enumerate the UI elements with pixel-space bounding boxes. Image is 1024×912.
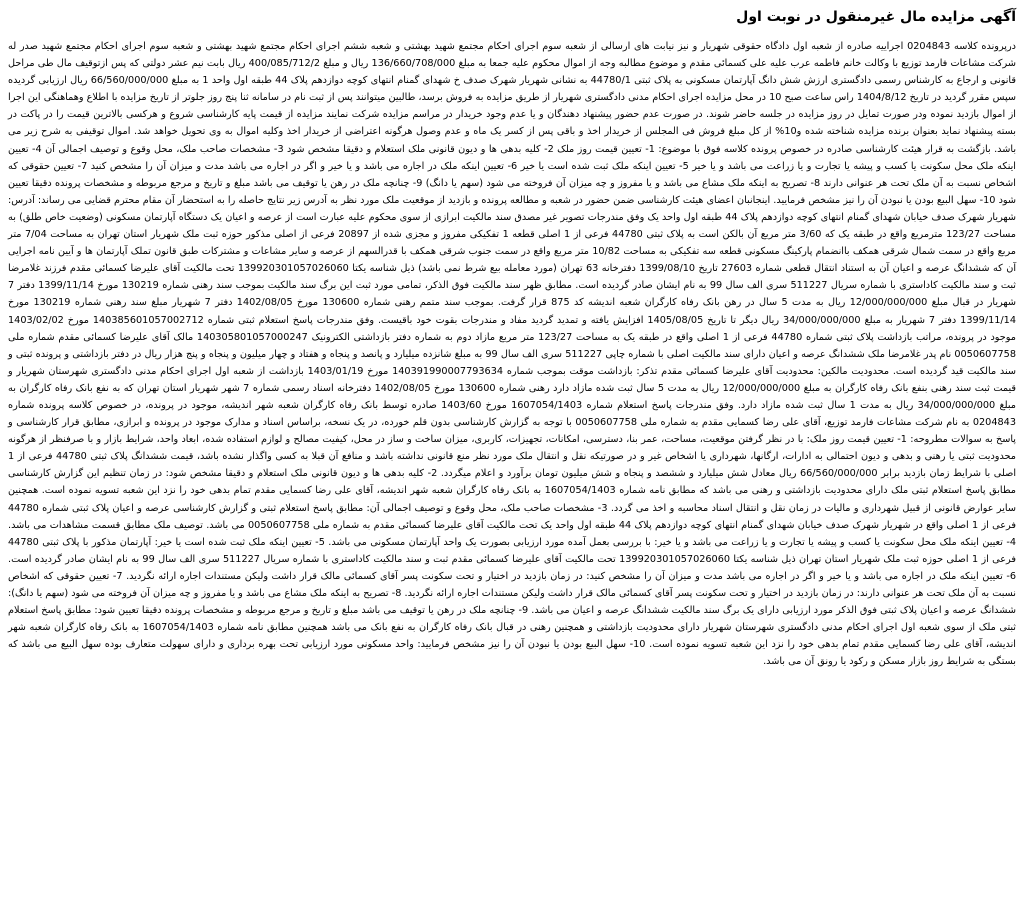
notice-body: درپرونده کلاسه 0204843 اجراییه صادره از شعبه اول دادگاه حقوقی شهریار و نیز نیابت های ارسالی از شعبه سوم اجرای احکام مجتمع شهید بهشتی و شعبه ششم اجرای احکام مجتمع شهید بهشتی و شعبه سوم اجرای احکام مجتمع شهید صدر له شرکت مشاعات فارمد توزیع با وکالت خانم فاطمه عرب علیه علی کسمائی مقدم و موضوع مطالبه وجه از اموال محکوم علیه جمعا به مبلغ 136/660/708/000 ریال و مبلغ 400/085/712/2 ریال بابت نیم عشر دولتی که پس ازتوقیف مال طی مراحل قانونی و ارجاع به کارشناس رسمی دادگستری ارزش شش دانگ آپارتمان مسکونی به پلاک ثبتی 44780/1 به نشانی شهریار شهرک صدف خ شهدای گمنام انتهای کوچه دوازدهم پلاک 44 طبقه اول واحد 1 به مبلغ 66/560/000/000 ریال ارزیابی گردیده سپس مقرر گردید در تاریخ 1404/8/12 راس ساعت صبح 10 در محل مزایده اجرای احکام مدنی دادگستری شهریار از طریق مزایده به فروش برسد، طالبین میتوانند پس از ثبت نام در سامانه ثنا پنج روز جلوتر از تاریخ مزایده با اطلاع وهماهنگی این اجرا از اموال بازدید نموده ودر صورت تمایل در روز مزایده در جلسه حاضر شوند. در صورت عدم حضور پیشنهاد دهندگان و یا عدم وجود خریدار در مراسم مزایده شرکت نمایند مزایده از قیمت پایه کارشناسی شروع و هرکسی بالاترین قیمت را در پاکت در بسته پیشنهاد نماید بعنوان برنده مزایده شناخته شده و10% از کل مبلغ فروش فی المجلس از خریدار اخذ و باقی پس از کسر یک ماه و عدم وصول هرگونه اعتراضی از خریدار اخذ وکلیه اموال به وی تحویل خواهد شد. اموال توقیفی به شرح زیر می باشد. بازگشت به قرار هیئت کارشناسی صادره در خصوص پرونده کلاسه فوق با موضوع: 1- تعیین قیمت روز ملک 2- کلیه بدهی ها و دیون قانونی ملک استعلام و دقیقا مشخص شود 3- مشخصات صاحب ملک، محل وقوع و توصیف اجمالی آن 4- تعیین اینکه ملک محل سکونت یا کسب و پیشه یا تجارت و یا زراعت می باشد و یا خیر 5- تعیین اینکه ملک ثبت شده است یا خیر 6- تعیین اینکه ملک در اجاره می باشد و یا خیر و اگر در اجاره می باشد مدت و میزان آن را مشخص کنید 7- تعیین حقوقی که اشخاص نسبت به آن ملک تحت هر عنوانی دارند 8- تصریح به اینکه ملک مشاع می باشد و یا مفروز و چه میزان آن فروخته می شود (سهم یا دانگ) 9- چنانچه ملک در رهن یا توقیف می باشد مبلغ و تاریخ و مرجع مربوطه و مشخصات پرونده دقیقا تعیین شود 10- سهل البیع بودن یا نبودن آن را نیز مشخص فرمایید. اینجانبان اعضای هیئت کارشناسی ضمن حضور در شعبه و مطالعه پرونده و بازدید از موقعیت ملک مورد نظر به آدرس زیر نتایج حاصله را به استحضار آن مقام محترم قضایی می رساند: آدرس: شهریار شهرک صدف خیابان شهدای گمنام انتهای کوچه دوازدهم پلاک 44 طبقه اول واحد یک وفق مندرجات تصویر غیر مصدق سند مالکیت ابرازی از سوی محکوم علیه عبارت است از عرصه و اعیان یک دستگاه آپارتمان مسکونی (وضعیت خاص طلق) به مساحت 123/27 مترمربع واقع در طبقه یک که 3/60 متر مربع آن بالکن است به پلاک ثبتی 44780 فرعی از 1 اصلی قطعه 1 تفکیکی مفروز و مجزی شده از 20897 فرعی از اصلی مذکور حوزه ثبت ملک شهریار استان تهران به مساحت 7/04 متر مربع واقع در سمت شمال شرقی همکف باانضمام پارکینگ مسکونی قطعه سه تفکیکی به مساحت 10/82 متر مربع واقع در سمت جنوب شرقی همکف با قدرالسهم از عرصه و سایر مشاعات و مشترکات طبق قانون تملک آپارتمان ها و آیین نامه اجرایی آن که ششدانگ عرصه و اعیان آن به استناد انتقال قطعی شماره 27603 تاریخ 1399/08/10 دفترخانه 63 تهران (مورد معامله بیع شرط نمی باشد) ذیل شناسه یکتا 139920301057026060 تحت مالکیت آقای علیرضا کسمائی مقدم فرزند غلامرضا ثبت و سند مالکیت کاداستری با شماره سریال 511227 سری الف سال 99 به نام ایشان صادر گردیده است. مطابق ظهر سند مالکیت فوق الذکر، تمامی مورد ثبت این برگ سند مالکیت بموجب سند رهنی شماره 130219 مورخ 1399/11/14 دفتر 7 شهریار در قبال مبلغ 12/000/000/000 ریال به مدت 5 سال در رهن بانک رفاه کارگران شعبه اندیشه کد 875 قرار گرفت. بموجب سند متمم رهنی شماره 130600 مورخ 1402/08/05 دفتر 7 شهریار مبلغ سند رهنی شماره 130219 مورخ 1399/11/14 دفتر 7 شهریار به مبلغ 34/000/000/000 ریال دیگر تا تاریخ 1405/08/05 افزایش یافته و تمدید گردید مفاد و مندرجات بقوت خود باقیست. وفق مندرجات پاسخ استعلام ثبتی شماره 140385601057002712 مورخ 1403/02/02 موجود در پرونده، مراتب بازداشت پلاک ثبتی شماره 44780 فرعی از 1 اصلی واقع در طبقه یک به مساحت 123/27 متر مربع مازاد دوم به شماره دفتر بازداشتی الکترونیک 140305801057000247 مالک آقای علیرضا کسمائی مقدم شماره ملی 0050607758 نام پدر غلامرضا ملک ششدانگ عرصه و اعیان دارای سند مالکیت اصلی با شماره چاپی 511227 سری الف سال 99 به مبلغ شانزده میلیارد و پانصد و پنجاه و هفتاد و چهار میلیون و پنجاه و پنج هزار ریال در دفتر بازداشتی و پرونده ثبتی و سند مالکیت قید گردیده است. محدودیت مالکین: محدودیت آقای علیرضا کسمائی مقدم تذکر: بازداشت موقت بموجب شماره 140391990007793634 مورخ 1403/01/19 بازداشت از شعبه اول اجرای احکام مدنی دادگستری شهرستان شهریار و قیمت ثبت سند رهنی بنفع بانک رفاه کارگران به مبلغ 12/000/000/000 ریال به مدت 5 سال ثبت شده مازاد دارد رهنی شماره 130600 مورخ 1402/08/05 دفترخانه اسناد رسمی شماره 7 شهر شهریار استان تهران که به نفع بانک رفاه کارگران به مبلغ 34/000/000/000 ریال به مدت 1 سال ثبت شده مازاد دارد. وفق مندرجات پاسخ استعلام شماره 1607054/1403 مورخ 1403/60 صادره توسط بانک رفاه کارگران شعبه شهر اندیشه، موجود در پرونده، در خصوص کلاسه پرونده شماره 0204843 به نام شرکت مشاعات فارمد توزیع، آقای علی رضا کسمایی مقدم به شماره ملی 0050607758 با توجه به گزارش کارشناسی بدون قلم خورده، در یک نسخه، براساس اسناد و مدارک موجود در پرونده و ابرازی، مطابق قرار کارشناسی و پاسخ به سوالات مطروحه: 1- تعیین قیمت روز ملک: با در نظر گرفتن موقعیت، مساحت، عمر بنا، دسترسی، امکانات، تجهیزات، کاربری، میزان ساخت و ساز در محل، کیفیت مصالح و لوازم استفاده شده، ابعاد واحد، شرایط بازار و با صرفنظر از هرگونه محدودیت ثبتی یا رهنی و بدهی و دیون احتمالی به ادارات، ارگانها، شهرداری یا اشخاص غیر و در صورتیکه نقل و انتقال ملک مورد نظر منع قانونی نداشته باشد و منافع آن قبلا به کسی واگذار نشده باشد، قیمت ششدانگ پلاک ثبتی 44780 فرعی از 1 اصلی با شرایط زمان بازدید برابر 66/560/000/000 ریال معادل شش میلیارد و ششصد و پنجاه و شش میلیون تومان برآورد و اعلام میگردد. 2- کلیه بدهی ها و دیون قانونی ملک استعلام و دقیقا مشخص شود: در زمان تنظیم این گزارش کارشناسی مطابق پاسخ استعلام ثبتی ملک دارای محدودیت بازداشتی و رهنی می باشد که مطابق نامه شماره 1607054/1403 به بانک رفاه کارگران شعبه شهر اندیشه، آقای علی رضا کسمایی مقدم تمام بدهی خود را نزد این شعبه تسویه نموده است. همچنین سایر عوارض قانونی از قبیل شهرداری و مالیات در زمان نقل و انتقال اسناد محاسبه و اخذ می گردد. 3- مشخصات صاحب ملک، محل وقوع و توصیف اجمالی آن: مطابق پاسخ استعلام ثبتی و گزارش کارشناسی عرصه و اعیان پلاک ثبتی شماره 44780 فرعی از 1 اصلی واقع در شهریار شهرک صدف خیابان شهدای گمنام انتهای کوچه دوازدهم پلاک 44 طبقه اول واحد یک تحت مالکیت آقای علیرضا کسمائی مقدم به شماره ملی 0050607758 می باشد. توصیف ملک مطابق قسمت مشاهدات می باشد. 4- تعیین اینکه ملک محل سکونت یا کسب و پیشه یا تجارت و یا زراعت می باشد و یا خیر: با بررسی بعمل آمده مورد ارزیابی بصورت یک واحد آپارتمان مسکونی می باشد. 5- تعیین اینکه ملک ثبت شده است یا خیر: آپارتمان مذکور با پلاک ثبتی 44780 فرعی از 1 اصلی حوزه ثبت ملک شهریار استان تهران ذیل شناسه یکتا 139920301057026060 تحت مالکیت آقای علیرضا کسمائی مقدم ثبت و سند مالکیت کاداستری با شماره سریال 511227 سری الف سال 99 به نام ایشان صادر گردیده است. 6- تعیین اینکه ملک در اجاره می باشد و یا خیر و اگر در اجاره می باشد مدت و میزان آن را مشخص کنید: در زمان بازدید در اختیار و تحت سکونت پسر آقای کسمائی مالک قرار داشت ولیکن مستندات اجاره ارائه نگردید. 7- تعیین حقوقی که اشخاص نسبت به آن ملک تحت هر عنوانی دارند: در زمان بازدید در اختیار و تحت سکونت پسر آقای کسمائی مالک قرار داشت ولیکن مستندات اجاره ارائه نگردید. 8- تصریح به اینکه ملک مشاع می باشد و یا مفروز و چه میزان آن فروخته می شود (سهم یا دانگ): ششدانگ عرصه و اعیان پلاک ثبتی فوق الذکر مورد ارزیابی دارای یک برگ سند مالکیت ششدانگ عرصه و اعیان می باشد. 9- چنانچه ملک در رهن یا توقیف می باشد مبلغ و تاریخ و مرجع مربوطه و مشخصات پرونده دقیقا تعیین شود: مطابق پاسخ استعلام ثبتی ملک از سوی شعبه اول اجرای احکام مدنی دادگستری شهرستان شهریار دارای محدودیت بازداشتی و همچنین رهنی در قبال بانک رفاه کارگران به نفع بانک می باشد همچنین مطابق نامه شماره 1607054/1403 به بانک رفاه کارگران شعبه شهر اندیشه، آقای علی رضا کسمایی مقدم تمام بدهی خود را نزد این شعبه تسویه نموده است. 10- سهل البیع بودن یا نبودن آن را نیز مشخص فرمایید: واحد مسکونی مورد ارزیابی تحت بهره برداری و دارای سهولت متعارف بوده سهل البیع می باشد که بستگی به شرایط روز بازار مسکن و رکود یا رونق آن می باشد.	[8, 41, 1017, 668]
notice-title: آگهی مزایده مال غیرمنقول در نوبت اول	[736, 9, 1016, 25]
